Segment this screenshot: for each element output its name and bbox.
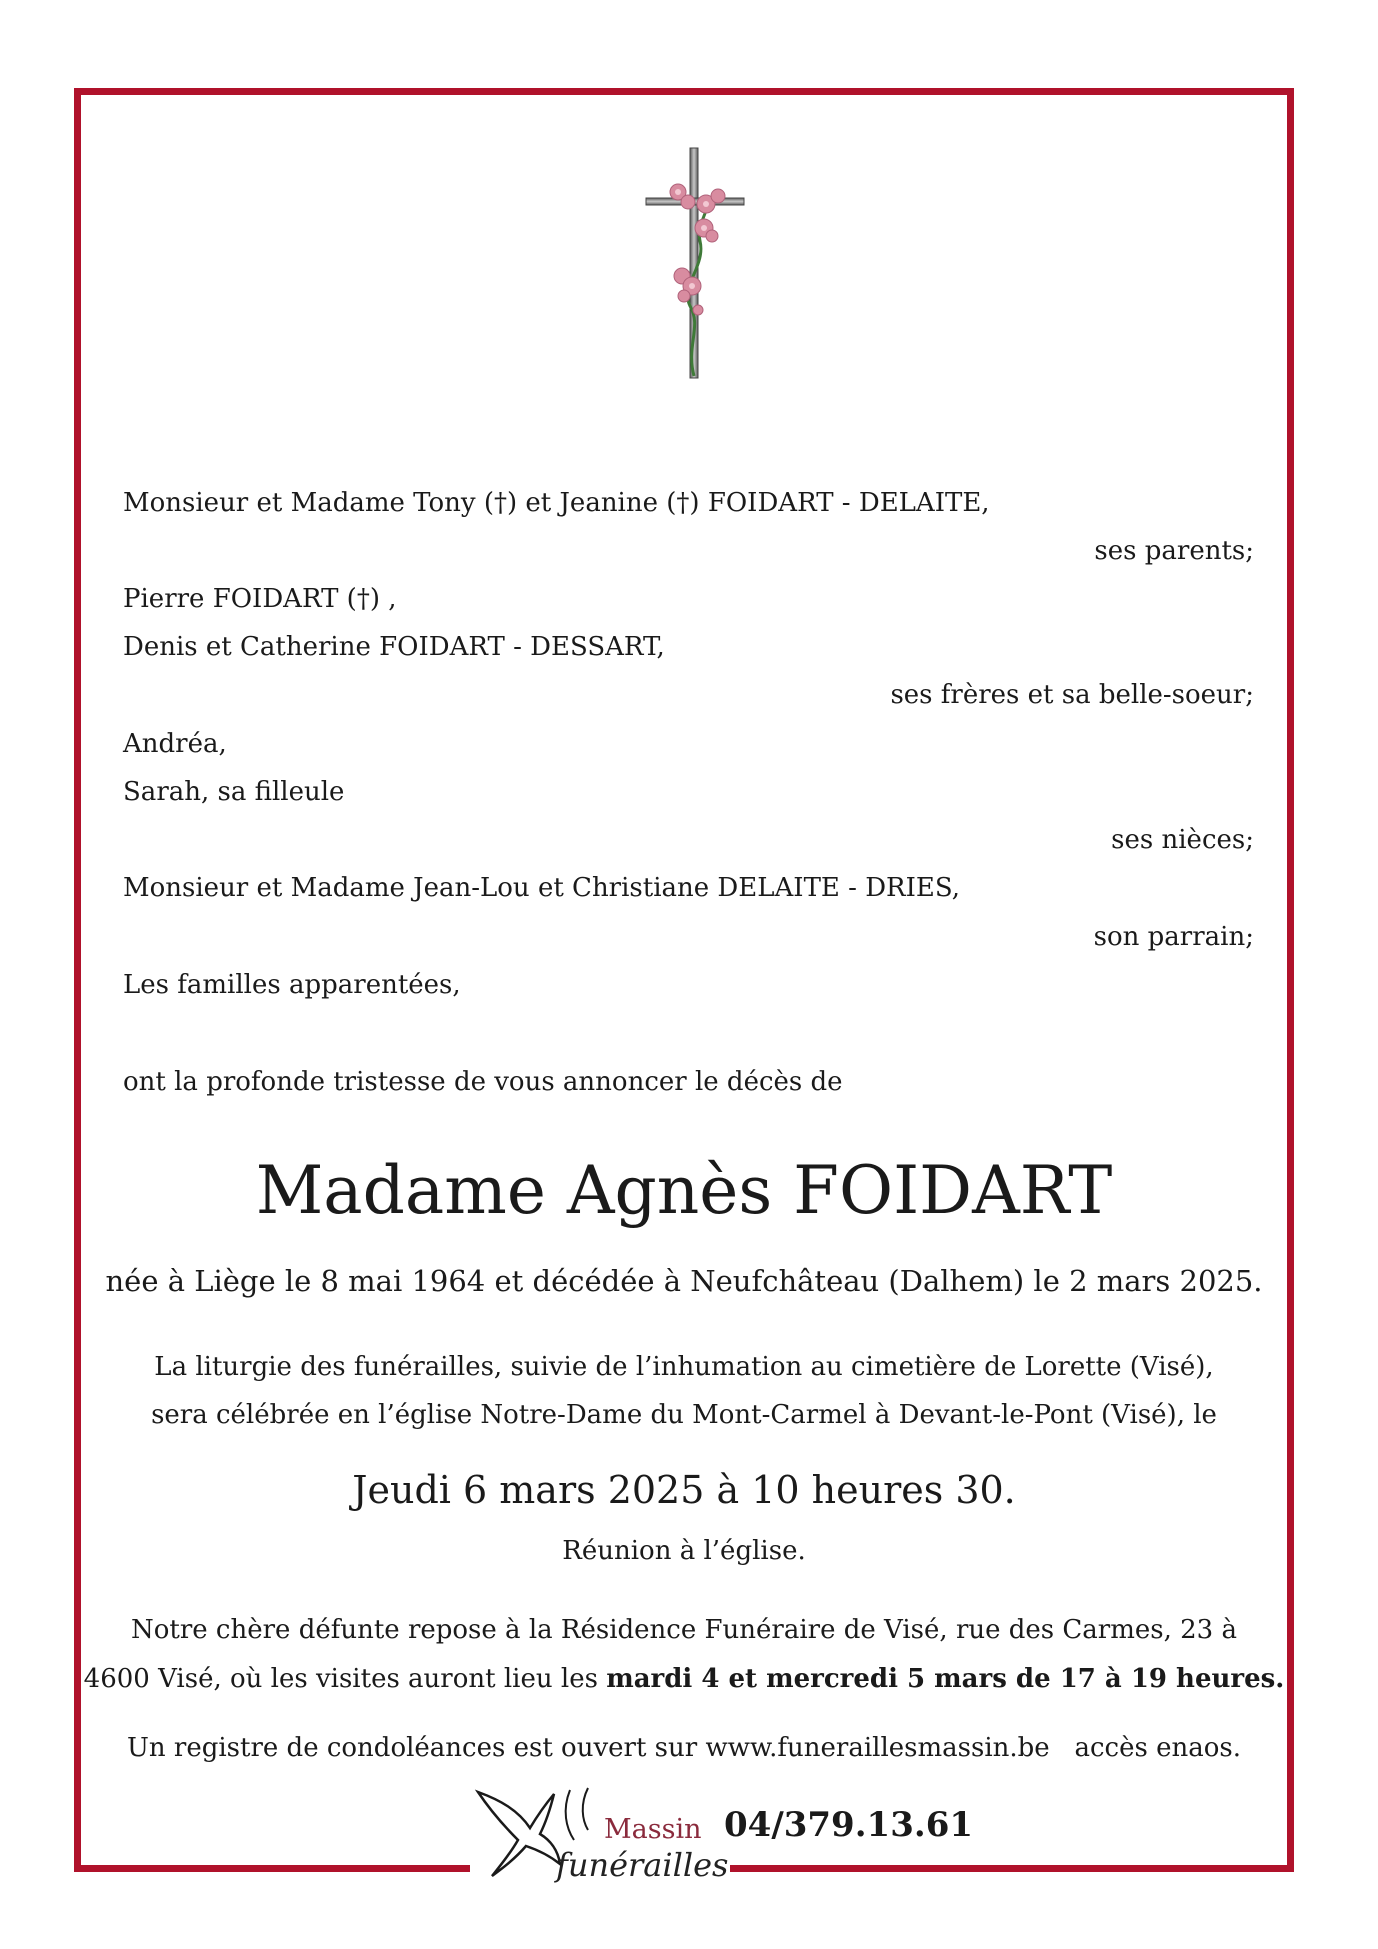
- family-line-brother: Pierre FOIDART (†) ,: [123, 584, 397, 614]
- family-line-niece1: Andréa,: [123, 729, 227, 759]
- brand-name-top: Massin: [604, 1814, 702, 1845]
- relation-godfather: son parrain;: [1093, 922, 1254, 952]
- deceased-name: Madame Agnès FOIDART: [255, 1152, 1113, 1229]
- liturgy-line-1: La liturgie des funérailles, suivie de l’inhumation au cimetière de Lorette (Visé),: [154, 1352, 1214, 1382]
- birth-death-line: née à Liège le 8 mai 1964 et décédée à Neufchâteau (Dalhem) le 2 mars 2025.: [105, 1264, 1263, 1298]
- visiting-hours: mardi 4 et mercredi 5 mars de 17 à 19 heures.: [606, 1664, 1285, 1694]
- family-line-parents: Monsieur et Madame Tony (†) et Jeanine (†) FOIDART - DELAITE,: [123, 488, 990, 518]
- family-line-godfather: Monsieur et Madame Jean-Lou et Christiane DELAITE - DRIES,: [123, 873, 961, 903]
- family-line-brother2: Denis et Catherine FOIDART - DESSART,: [123, 632, 665, 662]
- brand-name-bottom: funérailles: [556, 1846, 729, 1884]
- relation-siblings: ses frères et sa belle-soeur;: [890, 680, 1254, 710]
- cross-with-flowers-icon: [640, 146, 750, 382]
- family-line-relatives: Les familles apparentées,: [123, 970, 461, 1000]
- meeting-note: Réunion à l’église.: [562, 1536, 806, 1566]
- rest-line-2-text: 4600 Visé, où les visites auront lieu les: [83, 1664, 607, 1694]
- rest-line-1: Notre chère défunte repose à la Résidence Funéraire de Visé, rue des Carmes, 23 à: [131, 1615, 1237, 1645]
- family-line-niece2: Sarah, sa filleule: [123, 777, 345, 807]
- condolence-registry: Un registre de condoléances est ouvert sur www.funeraillesmassin.be accès enaos.: [126, 1733, 1241, 1763]
- relation-nieces: ses nièces;: [1111, 825, 1254, 855]
- rest-line-2: [74, 1664, 1294, 1694]
- liturgy-line-2: sera célébrée en l’église Notre-Dame du Mont-Carmel à Devant-le-Pont (Visé), le: [151, 1400, 1217, 1430]
- relation-parents: ses parents;: [1094, 536, 1254, 566]
- announcement-intro: ont la profonde tristesse de vous annoncer le décès de: [123, 1067, 843, 1097]
- ceremony-datetime: Jeudi 6 mars 2025 à 10 heures 30.: [352, 1468, 1016, 1512]
- phone-number: 04/379.13.61: [724, 1805, 974, 1845]
